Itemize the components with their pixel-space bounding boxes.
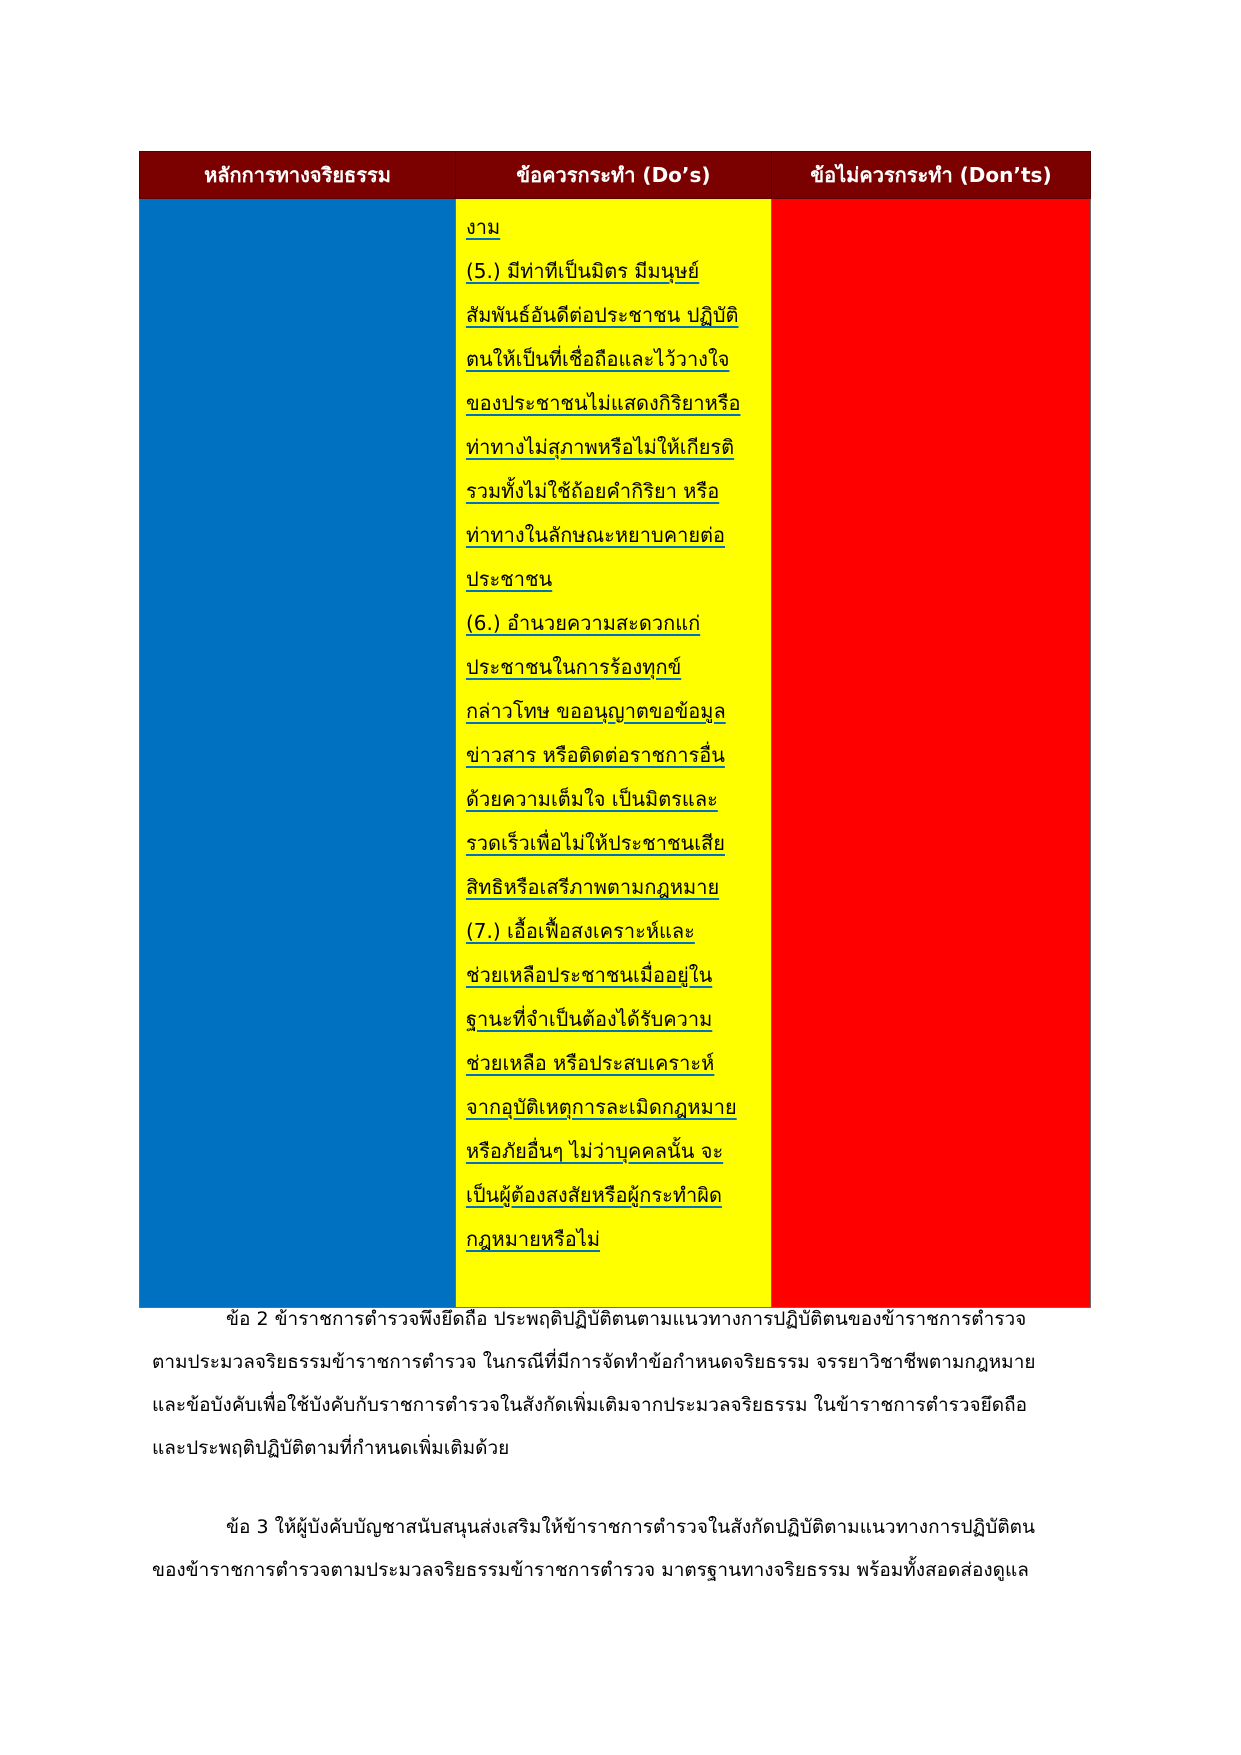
dos-line: ฐานะที่จำเป็นต้องได้รับความ xyxy=(466,1007,713,1031)
dos-line: (5.) มีท่าทีเป็นมิตร มีมนุษย์ xyxy=(466,259,700,283)
header-ethical-principles: หลักการทางจริยธรรม xyxy=(140,152,456,199)
dos-line: ท่าทางไม่สุภาพหรือไม่ให้เกียรติ xyxy=(466,435,735,459)
dos-line: รวมทั้งไม่ใช้ถ้อยคำกิริยา หรือ xyxy=(466,479,720,503)
paragraph-clause-2 xyxy=(152,1298,1102,1470)
paragraph-line: ตามประมวลจริยธรรมข้าราชการตำรวจ ในกรณีที่มีการจัดทำข้อกำหนดจริยธรรม จรรยาวิชาชีพตามกฎหมาย xyxy=(152,1351,1036,1373)
dos-line: รวดเร็วเพื่อไม่ให้ประชาชนเสีย xyxy=(466,831,725,855)
table-header-row xyxy=(140,152,1091,199)
paragraph-clause-3 xyxy=(152,1506,1102,1592)
dos-line: ช่วยเหลือประชาชนเมื่ออยู่ใน xyxy=(466,963,713,987)
dos-line: ข่าวสาร หรือติดต่อราชการอื่น xyxy=(466,743,725,767)
paragraph-line: และประพฤติปฏิบัติตามที่กำหนดเพิ่มเติมด้วย xyxy=(152,1437,510,1459)
header-donts: ข้อไม่ควรกระทำ (Don’ts) xyxy=(772,152,1091,199)
dos-line: ประชาชน xyxy=(466,567,553,591)
dos-line: ด้วยความเต็มใจ เป็นมิตรและ xyxy=(466,787,718,811)
dos-line: (6.) อำนวยความสะดวกแก่ xyxy=(466,611,701,635)
dos-line: หรือภัยอื่นๆ ไม่ว่าบุคคลนั้น จะ xyxy=(466,1139,724,1163)
dos-line: ท่าทางในลักษณะหยาบคายต่อ xyxy=(466,523,726,547)
table-row xyxy=(140,199,1091,1308)
dos-cell xyxy=(456,199,772,1308)
dos-line: เป็นผู้ต้องสงสัยหรือผู้กระทำผิด xyxy=(466,1183,722,1207)
dos-line: (7.) เอื้อเฟื้อสงเคราะห์และ xyxy=(466,919,695,943)
dos-text xyxy=(456,199,771,1261)
ethics-table xyxy=(139,151,1091,1308)
dos-line: ของประชาชนไม่แสดงกิริยาหรือ xyxy=(466,391,741,415)
dos-line: ตนให้เป็นที่เชื่อถือและไว้วางใจ xyxy=(466,347,730,371)
paragraph-line: ของข้าราชการตำรวจตามประมวลจริยธรรมข้าราชการตำรวจ มาตรฐานทางจริยธรรม พร้อมทั้งสอดส่องดูแล xyxy=(152,1559,1029,1581)
paragraph-line: ข้อ 3 ให้ผู้บังคับบัญชาสนับสนุนส่งเสริมให้ข้าราชการตำรวจในสังกัดปฏิบัติตามแนวทางการปฏิบัติตน xyxy=(226,1516,1035,1538)
dos-line: จากอุบัติเหตุการละเมิดกฎหมาย xyxy=(466,1095,737,1119)
paragraph-line: ข้อ 2 ข้าราชการตำรวจพึงยึดถือ ประพฤติปฏิบัติตนตามแนวทางการปฏิบัติตนของข้าราชการตำรวจ xyxy=(226,1308,1027,1330)
dos-line: สิทธิหรือเสรีภาพตามกฎหมาย xyxy=(466,875,720,899)
dos-line: งาม xyxy=(466,215,501,239)
dos-line: สัมพันธ์อันดีต่อประชาชน ปฏิบัติ xyxy=(466,303,739,327)
principle-cell xyxy=(140,199,456,1308)
donts-cell xyxy=(772,199,1091,1308)
dos-line: ประชาชนในการร้องทุกข์ xyxy=(466,655,682,679)
dos-line: ช่วยเหลือ หรือประสบเคราะห์ xyxy=(466,1051,715,1075)
dos-line: กฎหมายหรือไม่ xyxy=(466,1227,601,1251)
dos-line: กล่าวโทษ ขออนุญาตขอข้อมูล xyxy=(466,699,726,723)
header-dos: ข้อควรกระทำ (Do’s) xyxy=(456,152,772,199)
paragraph-line: และข้อบังคับเพื่อใช้บังคับกับราชการตำรวจในสังกัดเพิ่มเติมจากประมวลจริยธรรม ในข้าราชการตำรวจยึดถือ xyxy=(152,1394,1028,1416)
